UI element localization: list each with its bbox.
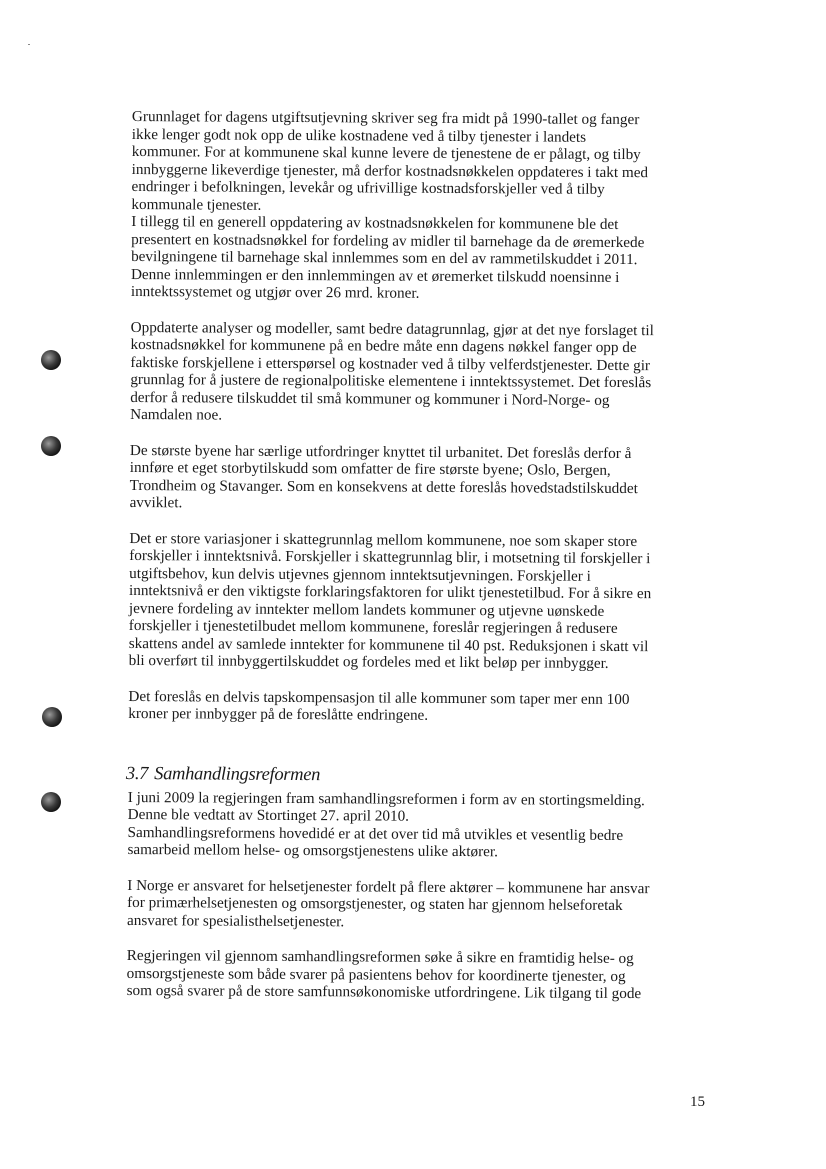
text-line: bevilgningene til barnehage skal innlemmes som en del av rammetilskuddet i 2011. xyxy=(131,247,638,269)
text-line: innføre et eget storbytilskudd som omfatter de fire største byene; Oslo, Bergen, xyxy=(129,458,611,479)
text-line: jevnere fordeling av inntekter mellom landets kommuner og utjevne uønskede xyxy=(128,599,605,620)
text-line: Namdalen noe. xyxy=(130,405,223,424)
section-title: Samhandlingsreformen xyxy=(154,763,321,785)
text-line: Trondheim og Stavanger. Som en konsekvens at dette foreslås hovedstadstilskuddet xyxy=(129,476,638,497)
text-line: avviklet. xyxy=(129,493,183,512)
paragraph xyxy=(127,876,712,932)
punch-hole xyxy=(41,792,61,812)
text-line: innbyggerne likeverdige tjenester, må derfor kostnadsnøkkelen oppdateres i takt med xyxy=(131,160,649,181)
text-line: ikke lenger godt nok opp de ulike kostnadene ved å tilby tjenester i landets xyxy=(131,125,587,146)
paragraph xyxy=(130,441,715,515)
punch-hole xyxy=(41,436,61,456)
paragraph xyxy=(127,788,712,862)
text-line: Det er store variasjoner i skattegrunnlag mellom kommunene, noe som skaper store xyxy=(129,529,638,550)
text-line: De største byene har særlige utfordringer knyttet til urbanitet. Det foreslås derfor å xyxy=(129,441,632,462)
text-line: Det foreslås en delvis tapskompensasjon til alle kommuner som taper mer enn 100 xyxy=(128,687,630,708)
paragraphs-section xyxy=(127,788,713,1003)
text-line: inntektssystemet og utgjør over 26 mrd. kroner. xyxy=(130,282,420,302)
scan-speck xyxy=(28,44,30,45)
punch-hole xyxy=(41,350,61,370)
text-line: Denne ble vedtatt av Stortinget 27. april 2010. xyxy=(127,805,410,825)
section-number: 3.7 xyxy=(125,763,149,784)
text-line: forskjeller i tjenestetilbudet mellom kommunene, foreslår regjeringen å redusere xyxy=(128,616,618,637)
paragraph xyxy=(128,687,713,726)
text-line: derfor å redusere tilskuddet til små kommuner og kommuner i Nord-Norge- og xyxy=(130,388,610,409)
paragraph xyxy=(127,947,712,1003)
text-line: samarbeid mellom helse- og omsorgstjenestens ulike aktører. xyxy=(127,840,498,861)
text-line: I Norge er ansvaret for helsetjenester fordelt på flere aktører – kommunene har ansvar xyxy=(127,876,650,897)
text-line: Grunnlaget for dagens utgiftsutjevning skriver seg fra midt på 1990-tallet og fanger xyxy=(131,108,640,129)
text-line: Samhandlingsreformens hovedidé er at det over tid må utvikles et vesentlig bedre xyxy=(127,823,624,844)
text-line: endringer i befolkningen, levekår og ufrivillige kostnadsforskjeller ved å tilby xyxy=(131,177,605,198)
text-line: for primærhelsetjenesten og omsorgstjenester, og staten har gjennom helseforetak xyxy=(127,893,623,915)
text-line: skattens andel av samlede inntekter for kommunene til 40 pst. Reduksjonen i skatt vil xyxy=(128,634,649,655)
text-line: Denne innlemmingen er den innlemmingen av et øremerket tilskudd noensinne i xyxy=(130,265,620,286)
text-line: I tillegg til en generell oppdatering av kostnadsnøkkelen for kommunene ble det xyxy=(131,212,619,233)
text-line: som også svarer på de store samfunnsøkonomiske utfordringene. Lik tilgang til gode xyxy=(126,981,642,1003)
text-line: presentert en kostnadsnøkkel for fordeling av midler til barnehage da de øremerkede xyxy=(131,230,645,251)
paragraphs-top xyxy=(128,108,717,726)
text-line: Regjeringen vil gjennom samhandlingsreformen søke å sikre en framtidig helse- og xyxy=(126,946,634,968)
page-number: 15 xyxy=(690,1094,705,1110)
punch-hole xyxy=(42,707,62,727)
text-line: utgiftsbehov, kun delvis utjevnes gjennom inntektsutjevningen. Forskjeller i xyxy=(129,564,591,585)
text-line: faktiske forskjellene i etterspørsel og kostnader ved å tilby velferdstjenester. Dette gir xyxy=(130,353,651,374)
paragraph xyxy=(131,108,717,304)
text-line: omsorgstjeneste som både svarer på pasientens behov for koordinerte tjenester, og xyxy=(126,964,626,985)
section-heading xyxy=(126,762,713,788)
text-line: inntektsnivå er den viktigste forklaringsfaktoren for ulikt tjenestetilbud. For å sikre en xyxy=(129,581,652,603)
text-line: Oppdaterte analyser og modeller, samt bedre datagrunnlag, gjør at det nye forslaget til xyxy=(130,318,654,339)
text-line: kommuner. For at kommunene skal kunne levere de tjenestene de er pålagt, og tilby xyxy=(131,142,641,164)
text-line: grunnlag for å justere de regionalpolitiske elementene i inntektssystemet. Det foreslås xyxy=(130,370,652,392)
text-line: forskjeller i inntektsnivå. Forskjeller i skattegrunnlag blir, i motsetning til forskjeller i xyxy=(129,546,651,568)
paragraph xyxy=(130,318,716,427)
paragraph xyxy=(129,529,715,673)
text-line: kroner per innbygger på de foreslåtte endringene. xyxy=(128,704,429,724)
text-line: bli overført til innbyggertilskuddet og fordeles med et likt beløp per innbygger. xyxy=(128,651,609,672)
text-line: kostnadsnøkkel for kommunene på en bedre måte enn dagens nøkkel fanger opp de xyxy=(130,335,637,357)
text-line: I juni 2009 la regjeringen fram samhandlingsreformen i form av en stortingsmelding. xyxy=(127,788,645,809)
text-line: kommunale tjenester. xyxy=(131,195,262,214)
text-line: ansvaret for spesialisthelsetjenester. xyxy=(126,911,345,930)
body-text xyxy=(127,108,717,1003)
